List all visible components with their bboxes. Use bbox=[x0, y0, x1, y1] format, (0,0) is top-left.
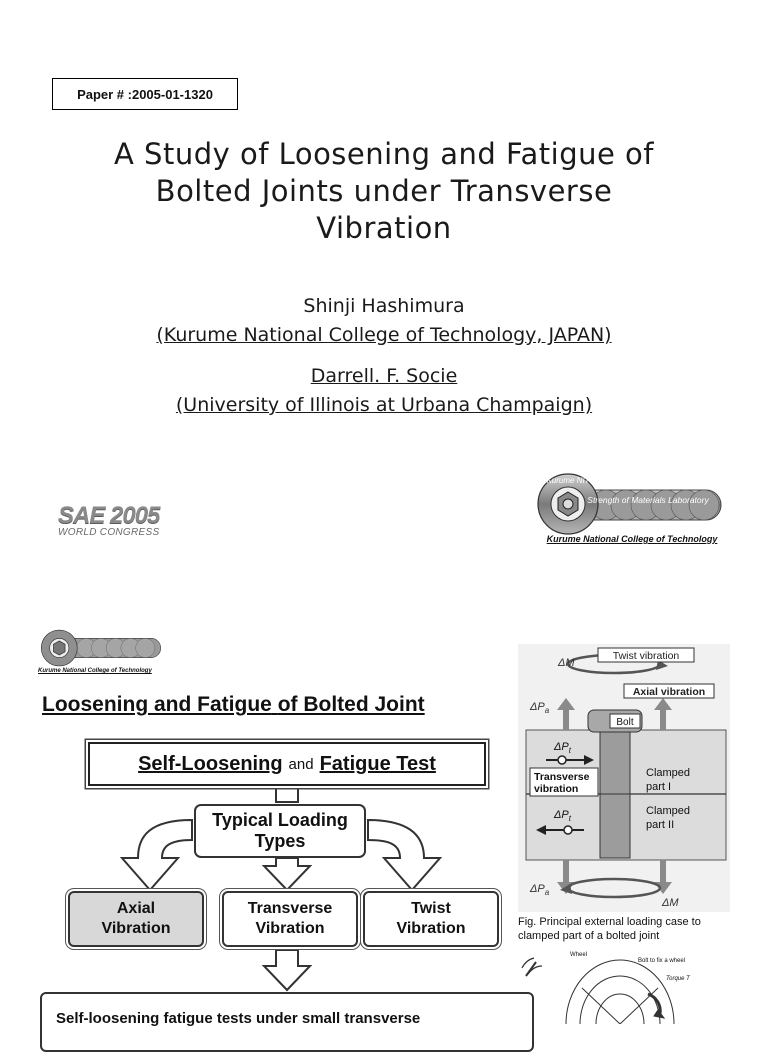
figure-caption: Fig. Principal external loading case to clamped part of a bolted joint bbox=[518, 916, 701, 942]
transverse-label-1: Transverse bbox=[534, 771, 590, 783]
axial-line-2: Vibration bbox=[101, 920, 171, 937]
bolt-shank bbox=[600, 732, 630, 858]
self-loosening-fatigue-test-box bbox=[88, 742, 486, 786]
wheel-drawing-icon bbox=[566, 960, 674, 1024]
delta-pa-top-label: $\Delta P_a$ bbox=[530, 701, 550, 715]
bolted-joint-figure bbox=[518, 644, 730, 912]
author-2-name: Darrell. F. Socie bbox=[310, 365, 458, 387]
bolt-label: Bolt bbox=[616, 717, 634, 728]
sae-logo-subtitle: WORLD CONGRESS bbox=[58, 527, 160, 538]
paper-number: Paper # :2005-01-1320 bbox=[77, 86, 213, 102]
main-box-and: and bbox=[288, 755, 314, 773]
arrow-to-bottom-icon bbox=[264, 950, 310, 990]
arrow-left-icon bbox=[122, 820, 192, 890]
author-1-name: Shinji Hashimura bbox=[303, 295, 465, 317]
twist-line-2: Vibration bbox=[396, 920, 466, 937]
clamped-part-2-line-2: part II bbox=[646, 819, 675, 831]
main-box-part-1: Self-Loosening bbox=[138, 752, 283, 775]
transverse-line-2: Vibration bbox=[255, 920, 325, 937]
lab-logo-small-caption: Kurume National College of Technology bbox=[38, 668, 152, 674]
clamped-part-1-line-1: Clamped bbox=[646, 767, 691, 779]
typical-line-2: Types bbox=[254, 831, 306, 851]
arrow-center-icon bbox=[264, 858, 310, 890]
title-line-3: Vibration bbox=[316, 211, 452, 245]
slide-heading-part-1: Loosening and Fatigue bbox=[42, 693, 272, 716]
axial-vibration-box bbox=[68, 891, 204, 947]
lab-logo-text: Strength of Materials Laboratory bbox=[587, 495, 709, 505]
typical-loading-types-box bbox=[194, 804, 366, 858]
lab-logo-caption: Kurume National College of Technology bbox=[546, 534, 718, 544]
transverse-label-2: vibration bbox=[534, 783, 579, 795]
arrow-to-typical-icon bbox=[276, 788, 298, 802]
slide-heading bbox=[42, 693, 425, 717]
delta-pt-top-label: $\Delta P_t$ bbox=[554, 741, 571, 755]
typical-line-1: Typical Loading bbox=[212, 810, 348, 830]
lab-logo-ring-text: Kurume NIT bbox=[546, 476, 590, 485]
delta-m-top-label: ΔM bbox=[558, 657, 575, 669]
author-block bbox=[60, 292, 708, 420]
axial-label: Axial vibration bbox=[632, 686, 706, 698]
bottom-box-text: Self-loosening fatigue tests under small transverse bbox=[56, 1010, 421, 1027]
author-1-affiliation: (Kurume National College of Technology, JAPAN) bbox=[156, 324, 612, 346]
clamped-part-2-line-1: Clamped bbox=[646, 805, 691, 817]
delta-pa-bottom-label: $\Delta P_a$ bbox=[530, 883, 550, 897]
twist-vibration-box bbox=[363, 891, 499, 947]
twist-line-1: Twist bbox=[411, 900, 451, 917]
main-box-part-2: Fatigue Test bbox=[319, 752, 436, 775]
transverse-vibration-box bbox=[222, 891, 358, 947]
twist-label: Twist vibration bbox=[612, 650, 680, 662]
transverse-line-1: Transverse bbox=[247, 900, 333, 917]
sae-logo bbox=[58, 502, 178, 538]
axial-line-1: Axial bbox=[116, 900, 156, 917]
clamped-part-1-line-2: part I bbox=[646, 781, 672, 793]
delta-pt-bottom-label: $\Delta P_t$ bbox=[554, 809, 571, 823]
lab-logo-small bbox=[40, 628, 162, 668]
self-loosening-tests-box bbox=[40, 992, 534, 1052]
torque-label: Torque T bbox=[666, 976, 690, 982]
paper-title bbox=[60, 136, 708, 247]
delta-m-bottom-label: ΔM bbox=[662, 897, 679, 909]
author-2-affiliation: (University of Illinois at Urbana Champaign) bbox=[175, 394, 593, 416]
title-line-1: A Study of Loosening and Fatigue of bbox=[114, 137, 654, 171]
paper-number-box bbox=[52, 78, 238, 110]
vibration-hammer-icon bbox=[522, 958, 542, 976]
title-line-2: Bolted Joints under Transverse bbox=[155, 174, 613, 208]
sae-logo-title: SAE 2005 bbox=[58, 502, 160, 529]
wheel-label: Wheel bbox=[570, 952, 588, 958]
bolt-fix-label: Bolt to fix a wheel bbox=[638, 958, 686, 964]
wheel-figure bbox=[520, 948, 732, 1024]
arrow-right-icon bbox=[368, 820, 440, 890]
slide-heading-part-2: of Bolted Joint bbox=[277, 693, 425, 716]
